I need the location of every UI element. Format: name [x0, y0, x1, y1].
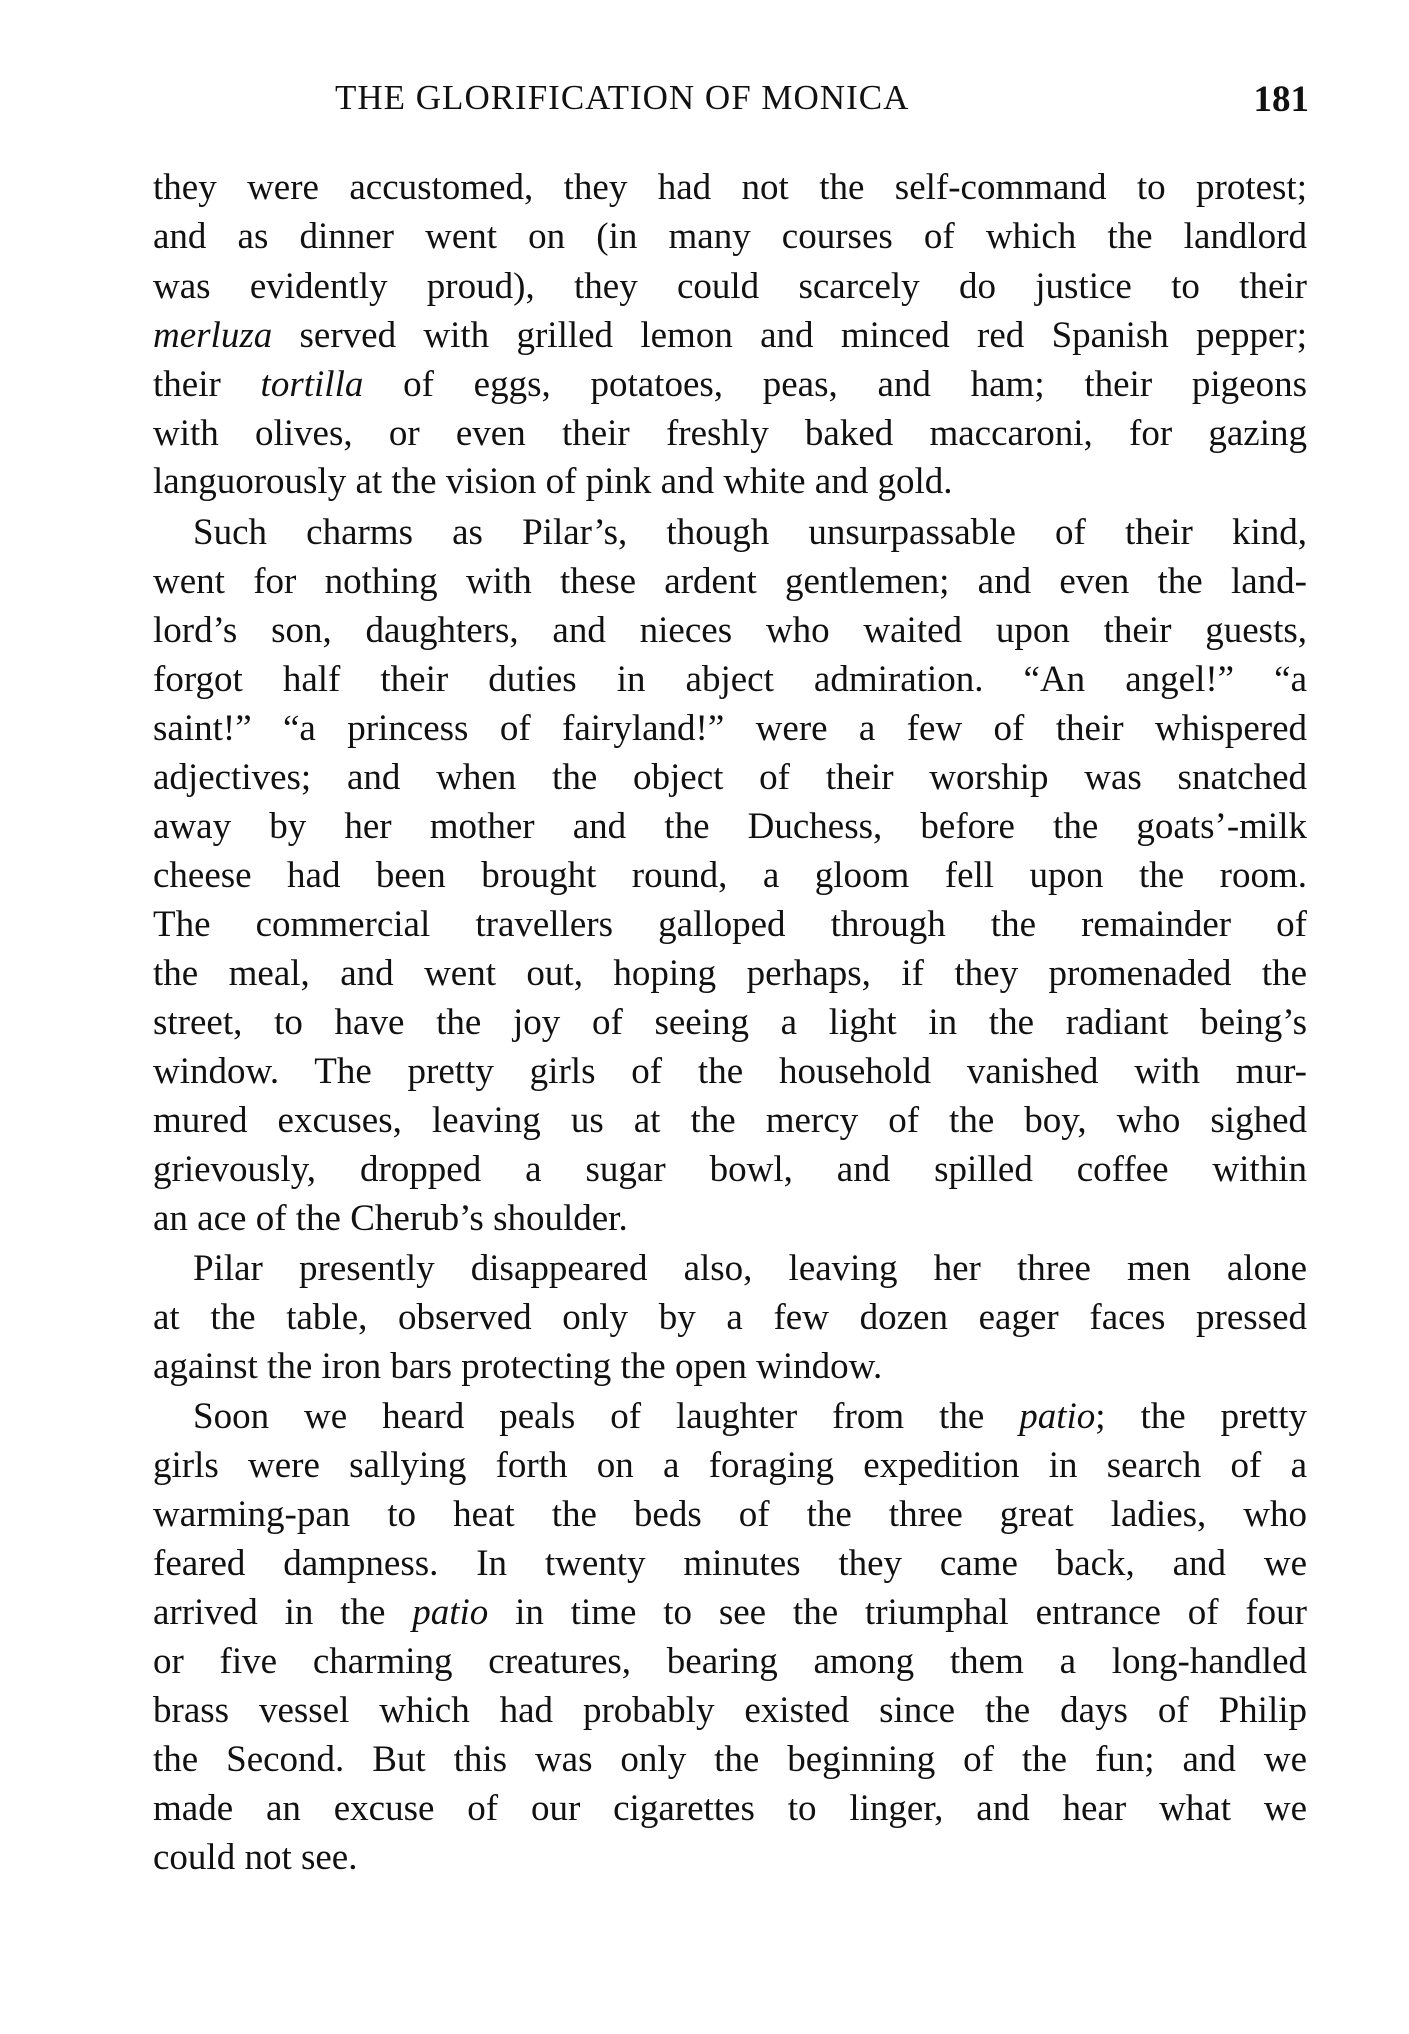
text-line: went for nothing with these ardent gentlemen; and even the land- — [153, 561, 1307, 602]
text-line-italic: their tortilla of eggs, potatoes, peas, and ham; their pigeons — [153, 364, 1307, 405]
italic-word: patio — [1019, 1396, 1096, 1437]
text-line: Such charms as Pilar’s, though unsurpassable of their kind, — [193, 512, 1307, 553]
text-line: made an excuse of our cigarettes to linger, and hear what we — [153, 1788, 1307, 1829]
text-line: warming-pan to heat the beds of the three great ladies, who — [153, 1494, 1307, 1535]
text-line: they were accustomed, they had not the self-command to protest; — [153, 167, 1307, 208]
text-line: lord’s son, daughters, and nieces who waited upon their guests, — [153, 610, 1307, 651]
text-line: at the table, observed only by a few dozen eager faces pressed — [153, 1297, 1307, 1338]
text-line: adjectives; and when the object of their worship was snatched — [153, 757, 1307, 798]
text-line: an ace of the Cherub’s shoulder. — [153, 1198, 628, 1239]
running-title: THE GLORIFICATION OF MONICA — [335, 78, 910, 117]
text-line: saint!” “a princess of fairyland!” were a few of their whispered — [153, 708, 1307, 749]
text-line: Pilar presently disappeared also, leaving her three men alone — [193, 1248, 1307, 1289]
text-line: grievously, dropped a sugar bowl, and spilled coffee within — [153, 1149, 1307, 1190]
text-line: or five charming creatures, bearing among them a long-handled — [153, 1641, 1307, 1682]
text-line: mured excuses, leaving us at the mercy of the boy, who sighed — [153, 1100, 1307, 1141]
text-line: the meal, and went out, hoping perhaps, if they promenaded the — [153, 953, 1307, 994]
text-line: girls were sallying forth on a foraging expedition in search of a — [153, 1445, 1307, 1486]
text-line: The commercial travellers galloped through the remainder of — [153, 904, 1307, 945]
text-line-italic: arrived in the patio in time to see the triumphal entrance of four — [153, 1592, 1307, 1633]
text-line: brass vessel which had probably existed since the days of Philip — [153, 1690, 1307, 1731]
text-line: window. The pretty girls of the household vanished with mur- — [153, 1051, 1307, 1092]
text-line: and as dinner went on (in many courses of which the landlord — [153, 216, 1307, 257]
text-line: was evidently proud), they could scarcely do justice to their — [153, 266, 1307, 307]
text-line: against the iron bars protecting the open window. — [153, 1346, 883, 1387]
text-line: street, to have the joy of seeing a light in the radiant being’s — [153, 1002, 1307, 1043]
text-line: the Second. But this was only the beginning of the fun; and we — [153, 1739, 1307, 1780]
italic-word: tortilla — [260, 364, 364, 405]
page-number: 181 — [1253, 79, 1309, 120]
text-line: feared dampness. In twenty minutes they came back, and we — [153, 1543, 1307, 1584]
italic-word: patio — [412, 1592, 489, 1633]
running-header — [0, 78, 1409, 128]
text-line: away by her mother and the Duchess, before the goats’-milk — [153, 806, 1307, 847]
text-line-italic: merluza served with grilled lemon and minced red Spanish pepper; — [153, 315, 1307, 356]
italic-word: merluza — [153, 315, 273, 356]
text-line: cheese had been brought round, a gloom fell upon the room. — [153, 855, 1307, 896]
text-line: could not see. — [153, 1837, 358, 1878]
text-line: forgot half their duties in abject admiration. “An angel!” “a — [153, 659, 1307, 700]
text-line: languorously at the vision of pink and white and gold. — [153, 461, 953, 502]
text-line-italic: Soon we heard peals of laughter from the patio; the pretty — [193, 1396, 1307, 1437]
text-line: with olives, or even their freshly baked maccaroni, for gazing — [153, 413, 1307, 454]
